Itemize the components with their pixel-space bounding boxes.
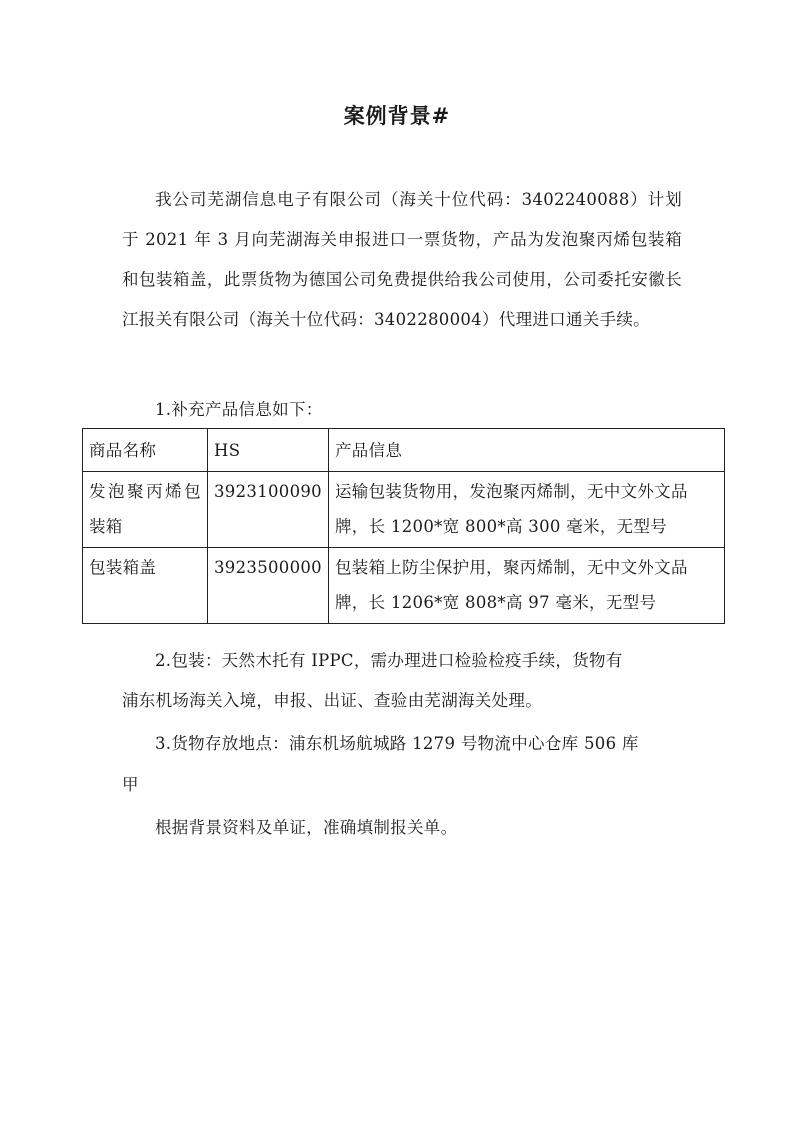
column-header-name: 商品名称	[83, 429, 208, 472]
product-info-cell: 运输包装货物用，发泡聚丙烯制，无中文外文品牌，长 1200*宽 800*高 300 毫米，无型号	[328, 472, 724, 548]
table-row	[83, 548, 725, 624]
closing-instruction: 根据背景资料及单证，准确填制报关单。	[155, 818, 458, 837]
product-info-cell: 包装箱上防尘保护用，聚丙烯制，无中文外文品牌，长 1206*宽 808*高 97 毫米，无型号	[328, 548, 724, 624]
column-header-info: 产品信息	[328, 429, 724, 472]
product-info-table	[82, 428, 725, 624]
column-header-hs: HS	[208, 429, 329, 472]
section-1-heading: 1.补充产品信息如下：	[155, 400, 323, 419]
section-2-line-1: 2.包装：天然木托有 IPPC，需办理进口检验检疫手续，货物有	[155, 651, 623, 670]
section-3-line-2: 甲	[122, 775, 139, 794]
table-row	[83, 472, 725, 548]
table-header-row	[83, 429, 725, 472]
section-3-line-1: 3.货物存放地点：浦东机场航城路 1279 号物流中心仓库 506 库	[155, 734, 639, 753]
hs-code-cell: 3923500000	[208, 548, 329, 624]
product-name-cell: 包装箱盖	[83, 548, 208, 624]
hs-code-cell: 3923100090	[208, 472, 329, 548]
section-2-line-2: 浦东机场海关入境，申报、出证、查验由芜湖海关处理。	[122, 691, 542, 710]
page-title: 案例背景#	[343, 104, 451, 128]
product-name-cell: 发泡聚丙烯包装箱	[83, 472, 208, 548]
intro-paragraph: 我公司芜湖信息电子有限公司（海关十位代码：3402240088）计划于 2021 年 3 月向芜湖海关申报进口一票货物，产品为发泡聚丙烯包装箱和包装箱盖，此票货物为德国公司免费提供给我公司使用，公司委托安徽长江报关有限公司（海关十位代码：3402280004）代理进口通关手续。	[122, 190, 682, 329]
